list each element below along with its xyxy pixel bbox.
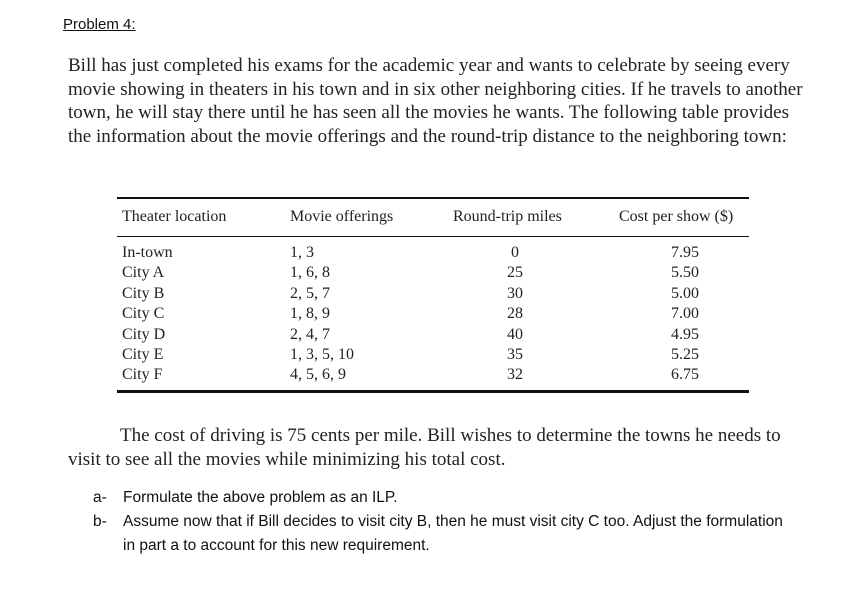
table-cell: 0 xyxy=(511,244,519,261)
table-cell: City F xyxy=(122,366,163,384)
table-cell: 5.25 xyxy=(671,346,699,364)
problem-title: Problem 4: xyxy=(63,16,136,33)
table-cell: 1, 3 xyxy=(290,244,314,261)
question-a-label: a- xyxy=(93,489,107,506)
table-cell: 40 xyxy=(507,325,523,343)
driving-cost-paragraph xyxy=(68,424,808,471)
table-cell: City B xyxy=(122,284,165,302)
table-cell: 5.00 xyxy=(671,284,699,302)
table-cell: 28 xyxy=(507,305,523,323)
table-cell: 4.95 xyxy=(671,325,699,343)
driving-cost-text: The cost of driving is 75 cents per mile. Bill wishes to determine the towns he needs to visit to see all the movies while minimizing his total cost. xyxy=(68,425,781,470)
table-cell: 2, 4, 7 xyxy=(290,325,330,343)
question-b-label: b- xyxy=(93,513,107,530)
table-cell: City D xyxy=(122,325,166,343)
table-cell: 1, 6, 8 xyxy=(290,264,330,282)
table-cell: 7.95 xyxy=(671,244,699,261)
column-miles xyxy=(495,243,535,386)
header-movie-offerings: Movie offerings xyxy=(290,208,394,225)
table-cell: City E xyxy=(122,346,164,364)
column-costs xyxy=(660,243,710,386)
table-cell: 2, 5, 7 xyxy=(290,284,330,302)
column-offerings xyxy=(290,243,354,386)
table-cell: In-town xyxy=(122,244,173,261)
question-a-text: Formulate the above problem as an ILP. xyxy=(123,489,398,506)
table-bottom-rule xyxy=(117,390,749,393)
table-header-rule xyxy=(117,236,749,237)
table-cell: City C xyxy=(122,305,165,323)
table-cell: 1, 3, 5, 10 xyxy=(290,346,354,364)
table-cell: 35 xyxy=(507,346,523,364)
table-cell: 25 xyxy=(507,264,523,282)
question-b-text: Assume now that if Bill decides to visit city B, then he must visit city C too. Adjust the formulation in part a to account for this new requirement. xyxy=(123,513,783,554)
table-cell: 5.50 xyxy=(671,264,699,282)
table-cell: 32 xyxy=(507,366,523,384)
table-cell: 7.00 xyxy=(671,305,699,323)
table-top-rule xyxy=(117,197,749,199)
header-cost-per-show: Cost per show ($) xyxy=(619,208,734,225)
header-round-trip-miles: Round-trip miles xyxy=(453,208,562,225)
table-cell: 30 xyxy=(507,284,523,302)
table-cell: 1, 8, 9 xyxy=(290,305,330,323)
table-cell: City A xyxy=(122,264,165,282)
table-cell: 6.75 xyxy=(671,366,699,384)
intro-paragraph: Bill has just completed his exams for the academic year and wants to celebrate by seeing every movie showing in theaters in his town and in six other neighboring cities. If he travels to another town, he will stay there until he has seen all the movies he wants. The following table provides the information about the movie offerings and the round-trip distance to the neighboring town: xyxy=(68,55,803,147)
table-cell: 4, 5, 6, 9 xyxy=(290,366,346,384)
column-locations xyxy=(122,243,173,386)
header-theater-location: Theater location xyxy=(122,208,227,225)
